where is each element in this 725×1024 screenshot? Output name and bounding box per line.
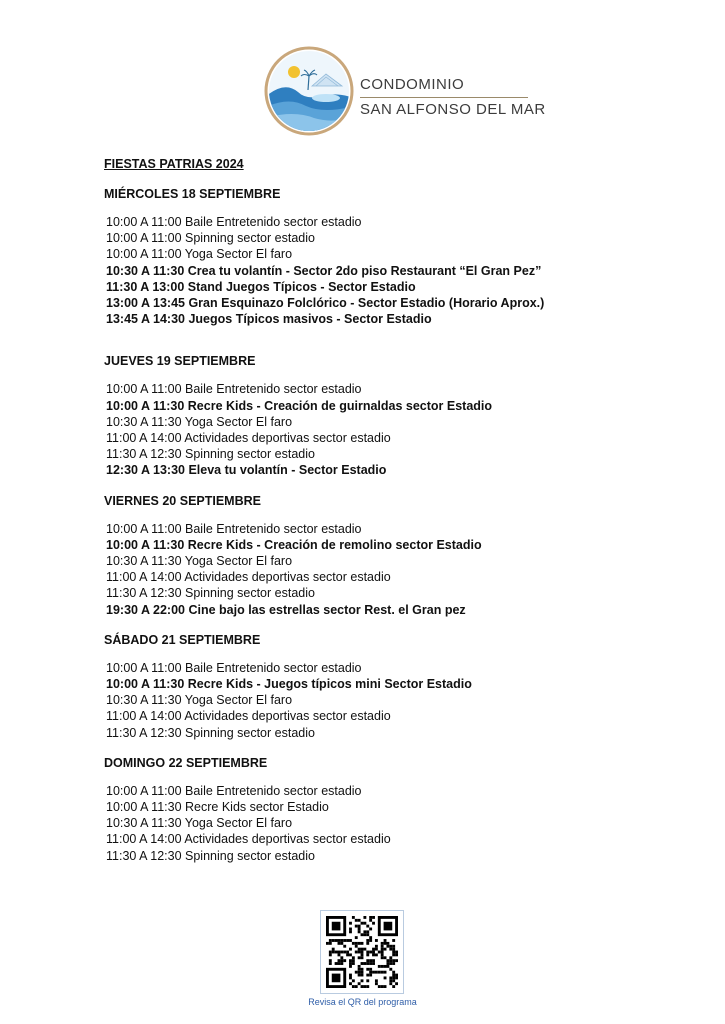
brand-line-1: CONDOMINIO bbox=[360, 76, 465, 93]
schedule-item: 19:30 A 22:00 Cine bajo las estrellas sector Rest. el Gran pez bbox=[106, 602, 466, 617]
day-section bbox=[104, 632, 664, 741]
day-title: DOMINGO 22 SEPTIEMBRE bbox=[104, 755, 268, 770]
schedule-item: 10:00 A 11:00 Baile Entretenido sector estadio bbox=[106, 660, 362, 675]
schedule-item: 10:00 A 11:00 Baile Entretenido sector estadio bbox=[106, 521, 362, 536]
day-title: SÁBADO 21 SEPTIEMBRE bbox=[104, 632, 261, 647]
schedule-item: 13:45 A 14:30 Juegos Típicos masivos - Sector Estadio bbox=[106, 312, 432, 327]
schedule-item: 11:30 A 12:30 Spinning sector estadio bbox=[106, 447, 315, 462]
schedule-item: 13:00 A 13:45 Gran Esquinazo Folclórico - Sector Estadio (Horario Aprox.) bbox=[106, 296, 545, 311]
brand-divider bbox=[360, 97, 528, 98]
schedule-item: 10:00 A 11:30 Recre Kids - Creación de remolino sector Estadio bbox=[106, 537, 482, 552]
condominio-logo-icon bbox=[264, 46, 354, 136]
schedule-item: 10:30 A 11:30 Crea tu volantín - Sector 2do piso Restaurant “El Gran Pez” bbox=[106, 263, 542, 278]
day-list bbox=[104, 186, 664, 864]
document-title: FIESTAS PATRIAS 2024 bbox=[104, 157, 244, 171]
schedule-item: 10:30 A 11:30 Yoga Sector El faro bbox=[106, 554, 293, 569]
day-title: MIÉRCOLES 18 SEPTIEMBRE bbox=[104, 187, 281, 201]
schedule-item: 11:00 A 14:00 Actividades deportivas sector estadio bbox=[106, 431, 391, 446]
schedule-item: 12:30 A 13:30 Eleva tu volantín - Sector Estadio bbox=[106, 463, 387, 478]
schedule-item: 10:00 A 11:00 Baile Entretenido sector estadio bbox=[106, 783, 362, 798]
day-title: JUEVES 19 SEPTIEMBRE bbox=[104, 354, 256, 369]
day-section bbox=[104, 186, 664, 327]
day-section bbox=[104, 493, 664, 618]
program-content bbox=[104, 156, 664, 878]
schedule-item: 10:30 A 11:30 Yoga Sector El faro bbox=[106, 414, 293, 429]
schedule-item: 10:30 A 11:30 Yoga Sector El faro bbox=[106, 693, 293, 708]
schedule-item: 11:30 A 12:30 Spinning sector estadio bbox=[106, 586, 315, 601]
schedule-item: 10:00 A 11:30 Recre Kids - Creación de guirnaldas sector Estadio bbox=[106, 398, 493, 413]
schedule-item: 10:00 A 11:00 Baile Entretenido sector estadio bbox=[106, 382, 362, 397]
schedule-item: 11:30 A 12:30 Spinning sector estadio bbox=[106, 848, 315, 863]
schedule-item: 10:30 A 11:30 Yoga Sector El faro bbox=[106, 816, 293, 831]
schedule-item: 10:00 A 11:30 Recre Kids - Juegos típicos mini Sector Estadio bbox=[106, 677, 472, 692]
qr-code-icon[interactable] bbox=[320, 910, 404, 994]
brand-line-2: SAN ALFONSO DEL MAR bbox=[360, 101, 546, 118]
qr-caption: Revisa el QR del programa bbox=[308, 997, 417, 1007]
day-section bbox=[104, 755, 664, 864]
brand-name bbox=[360, 76, 546, 119]
schedule-item: 11:30 A 13:00 Stand Juegos Típicos - Sector Estadio bbox=[106, 279, 416, 294]
schedule-item: 11:00 A 14:00 Actividades deportivas sector estadio bbox=[106, 570, 391, 585]
page-header bbox=[0, 0, 725, 150]
schedule-item: 10:00 A 11:30 Recre Kids sector Estadio bbox=[106, 800, 329, 815]
day-title: VIERNES 20 SEPTIEMBRE bbox=[104, 493, 261, 508]
schedule-item: 11:00 A 14:00 Actividades deportivas sector estadio bbox=[106, 832, 391, 847]
schedule-item: 10:00 A 11:00 Spinning sector estadio bbox=[106, 231, 315, 246]
schedule-item: 11:00 A 14:00 Actividades deportivas sector estadio bbox=[106, 709, 391, 724]
schedule-item: 11:30 A 12:30 Spinning sector estadio bbox=[106, 725, 315, 740]
day-section bbox=[104, 353, 664, 478]
schedule-item: 10:00 A 11:00 Baile Entretenido sector estadio bbox=[106, 215, 362, 229]
schedule-item: 10:00 A 11:00 Yoga Sector El faro bbox=[106, 247, 293, 262]
